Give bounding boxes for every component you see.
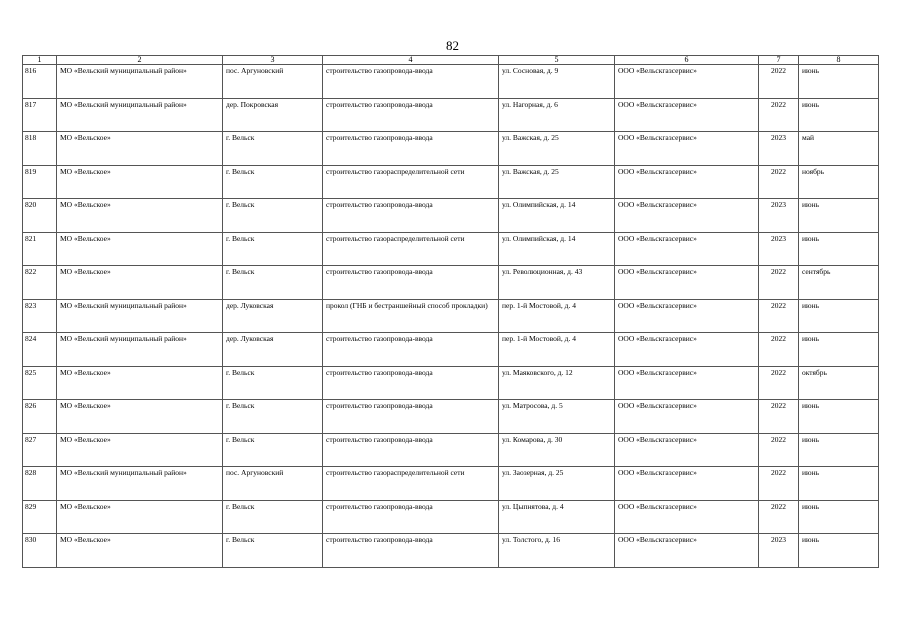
table-row: [23, 333, 879, 367]
cell-month: июнь: [799, 333, 879, 367]
cell-contractor: ООО «Вельскгазсервис»: [615, 333, 759, 367]
cell-municipality: МО «Вельское»: [57, 366, 223, 400]
cell-row-number: 821: [23, 232, 57, 266]
cell-work-type: строительство газопровода-ввода: [323, 132, 499, 166]
cell-settlement: пос. Аргуновский: [223, 467, 323, 501]
cell-contractor: ООО «Вельскгазсервис»: [615, 232, 759, 266]
cell-settlement: г. Вельск: [223, 199, 323, 233]
table-row: [23, 132, 879, 166]
cell-year: 2022: [759, 266, 799, 300]
cell-settlement: г. Вельск: [223, 132, 323, 166]
cell-contractor: ООО «Вельскгазсервис»: [615, 400, 759, 434]
table-row: [23, 534, 879, 568]
cell-month: июнь: [799, 199, 879, 233]
table-row: [23, 232, 879, 266]
cell-year: 2022: [759, 65, 799, 99]
cell-work-type: строительство газораспределительной сети: [323, 165, 499, 199]
cell-settlement: г. Вельск: [223, 366, 323, 400]
cell-address: пер. 1-й Мостовой, д. 4: [499, 333, 615, 367]
cell-month: ноябрь: [799, 165, 879, 199]
cell-municipality: МО «Вельское»: [57, 433, 223, 467]
cell-address: ул. Цыпнятова, д. 4: [499, 500, 615, 534]
cell-month: июнь: [799, 400, 879, 434]
table-row: [23, 366, 879, 400]
table-header-row: [23, 56, 879, 65]
cell-work-type: строительство газораспределительной сети: [323, 232, 499, 266]
cell-address: ул. Сосновая, д. 9: [499, 65, 615, 99]
page-number: 82: [446, 38, 459, 53]
cell-municipality: МО «Вельское»: [57, 400, 223, 434]
cell-month: июнь: [799, 232, 879, 266]
cell-month: май: [799, 132, 879, 166]
cell-contractor: ООО «Вельскгазсервис»: [615, 534, 759, 568]
cell-work-type: строительство газопровода-ввода: [323, 534, 499, 568]
cell-municipality: МО «Вельское»: [57, 500, 223, 534]
cell-month: июнь: [799, 299, 879, 333]
cell-year: 2022: [759, 299, 799, 333]
cell-contractor: ООО «Вельскгазсервис»: [615, 266, 759, 300]
cell-year: 2023: [759, 199, 799, 233]
cell-work-type: строительство газопровода-ввода: [323, 266, 499, 300]
column-header-4: 4: [323, 56, 499, 65]
cell-year: 2023: [759, 534, 799, 568]
cell-settlement: пос. Аргуновский: [223, 65, 323, 99]
table-body: [23, 56, 879, 568]
cell-address: ул. Толстого, д. 16: [499, 534, 615, 568]
cell-settlement: г. Вельск: [223, 534, 323, 568]
cell-address: ул. Важская, д. 25: [499, 132, 615, 166]
cell-year: 2022: [759, 98, 799, 132]
cell-address: ул. Олимпийская, д. 14: [499, 232, 615, 266]
cell-row-number: 825: [23, 366, 57, 400]
table-row: [23, 98, 879, 132]
cell-work-type: строительство газопровода-ввода: [323, 333, 499, 367]
cell-settlement: г. Вельск: [223, 500, 323, 534]
column-header-6: 6: [615, 56, 759, 65]
column-header-8: 8: [799, 56, 879, 65]
cell-work-type: строительство газопровода-ввода: [323, 98, 499, 132]
table-row: [23, 400, 879, 434]
table-row: [23, 467, 879, 501]
register-table: [22, 55, 879, 568]
cell-year: 2022: [759, 467, 799, 501]
cell-row-number: 823: [23, 299, 57, 333]
cell-year: 2022: [759, 433, 799, 467]
cell-year: 2023: [759, 232, 799, 266]
cell-contractor: ООО «Вельскгазсервис»: [615, 199, 759, 233]
cell-address: ул. Важская, д. 25: [499, 165, 615, 199]
cell-contractor: ООО «Вельскгазсервис»: [615, 467, 759, 501]
cell-address: ул. Нагорная, д. 6: [499, 98, 615, 132]
cell-municipality: МО «Вельское»: [57, 165, 223, 199]
cell-row-number: 828: [23, 467, 57, 501]
cell-contractor: ООО «Вельскгазсервис»: [615, 366, 759, 400]
cell-month: сентябрь: [799, 266, 879, 300]
cell-address: ул. Заозерная, д. 25: [499, 467, 615, 501]
cell-row-number: 826: [23, 400, 57, 434]
cell-settlement: г. Вельск: [223, 400, 323, 434]
cell-address: ул. Комарова, д. 30: [499, 433, 615, 467]
cell-municipality: МО «Вельский муниципальный район»: [57, 98, 223, 132]
cell-contractor: ООО «Вельскгазсервис»: [615, 500, 759, 534]
cell-row-number: 820: [23, 199, 57, 233]
cell-address: ул. Революционная, д. 43: [499, 266, 615, 300]
cell-contractor: ООО «Вельскгазсервис»: [615, 132, 759, 166]
cell-month: октябрь: [799, 366, 879, 400]
table-row: [23, 65, 879, 99]
cell-contractor: ООО «Вельскгазсервис»: [615, 65, 759, 99]
cell-year: 2022: [759, 366, 799, 400]
cell-row-number: 818: [23, 132, 57, 166]
table-row: [23, 165, 879, 199]
cell-row-number: 817: [23, 98, 57, 132]
cell-row-number: 830: [23, 534, 57, 568]
cell-municipality: МО «Вельское»: [57, 132, 223, 166]
cell-settlement: дер. Покровская: [223, 98, 323, 132]
cell-settlement: дер. Луковская: [223, 333, 323, 367]
cell-month: июнь: [799, 467, 879, 501]
cell-settlement: г. Вельск: [223, 433, 323, 467]
cell-municipality: МО «Вельский муниципальный район»: [57, 467, 223, 501]
cell-work-type: прокол (ГНБ и бестраншейный способ прокладки): [323, 299, 499, 333]
cell-work-type: строительство газопровода-ввода: [323, 199, 499, 233]
cell-work-type: строительство газопровода-ввода: [323, 400, 499, 434]
cell-work-type: строительство газопровода-ввода: [323, 366, 499, 400]
cell-address: ул. Маяковского, д. 12: [499, 366, 615, 400]
cell-municipality: МО «Вельский муниципальный район»: [57, 333, 223, 367]
cell-work-type: строительство газопровода-ввода: [323, 433, 499, 467]
table-row: [23, 266, 879, 300]
cell-work-type: строительство газораспределительной сети: [323, 467, 499, 501]
cell-settlement: г. Вельск: [223, 165, 323, 199]
cell-row-number: 819: [23, 165, 57, 199]
cell-year: 2022: [759, 500, 799, 534]
cell-municipality: МО «Вельский муниципальный район»: [57, 299, 223, 333]
cell-settlement: дер. Луковская: [223, 299, 323, 333]
column-header-2: 2: [57, 56, 223, 65]
column-header-5: 5: [499, 56, 615, 65]
cell-row-number: 816: [23, 65, 57, 99]
cell-work-type: строительство газопровода-ввода: [323, 65, 499, 99]
column-header-3: 3: [223, 56, 323, 65]
cell-month: июнь: [799, 433, 879, 467]
cell-settlement: г. Вельск: [223, 266, 323, 300]
cell-row-number: 829: [23, 500, 57, 534]
cell-month: июнь: [799, 98, 879, 132]
table-row: [23, 299, 879, 333]
cell-year: 2022: [759, 165, 799, 199]
column-header-1: 1: [23, 56, 57, 65]
cell-year: 2022: [759, 333, 799, 367]
cell-year: 2023: [759, 132, 799, 166]
cell-year: 2022: [759, 400, 799, 434]
column-header-7: 7: [759, 56, 799, 65]
cell-municipality: МО «Вельское»: [57, 199, 223, 233]
cell-contractor: ООО «Вельскгазсервис»: [615, 299, 759, 333]
cell-row-number: 827: [23, 433, 57, 467]
cell-settlement: г. Вельск: [223, 232, 323, 266]
cell-address: пер. 1-й Мостовой, д. 4: [499, 299, 615, 333]
cell-month: июнь: [799, 65, 879, 99]
cell-municipality: МО «Вельское»: [57, 266, 223, 300]
table-row: [23, 199, 879, 233]
cell-row-number: 822: [23, 266, 57, 300]
cell-contractor: ООО «Вельскгазсервис»: [615, 165, 759, 199]
cell-month: июнь: [799, 500, 879, 534]
cell-municipality: МО «Вельское»: [57, 232, 223, 266]
cell-municipality: МО «Вельский муниципальный район»: [57, 65, 223, 99]
cell-contractor: ООО «Вельскгазсервис»: [615, 433, 759, 467]
table-row: [23, 500, 879, 534]
cell-municipality: МО «Вельское»: [57, 534, 223, 568]
cell-address: ул. Матросова, д. 5: [499, 400, 615, 434]
cell-row-number: 824: [23, 333, 57, 367]
cell-work-type: строительство газопровода-ввода: [323, 500, 499, 534]
table-row: [23, 433, 879, 467]
cell-contractor: ООО «Вельскгазсервис»: [615, 98, 759, 132]
cell-month: июнь: [799, 534, 879, 568]
cell-address: ул. Олимпийская, д. 14: [499, 199, 615, 233]
